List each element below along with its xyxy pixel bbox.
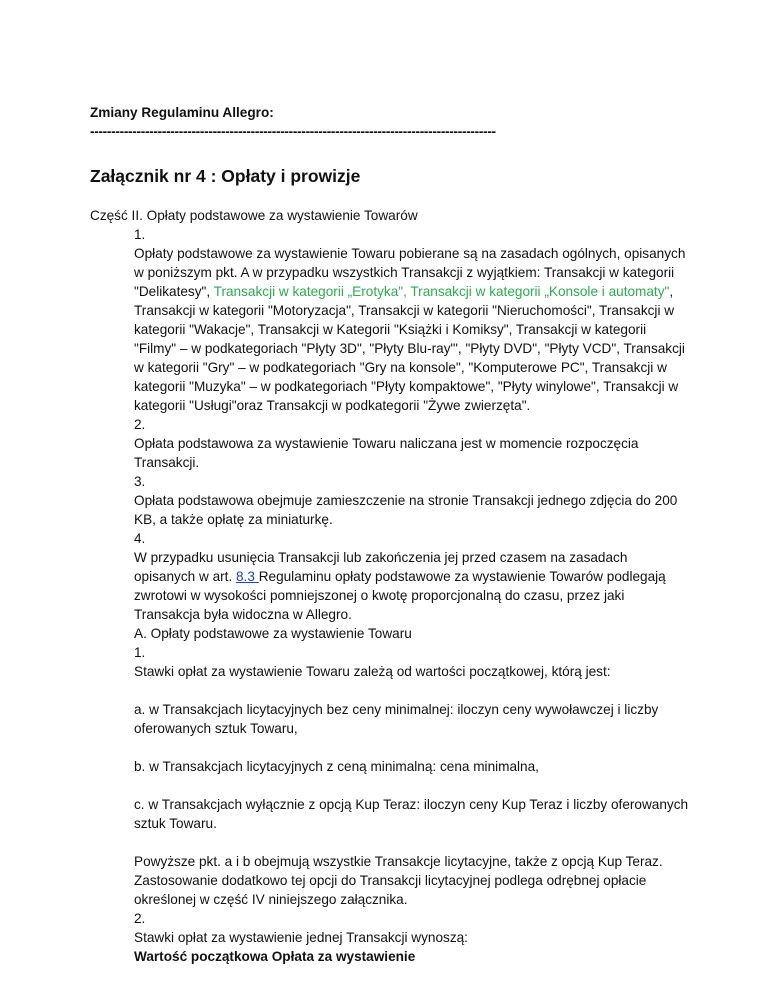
spacer bbox=[134, 833, 690, 852]
spacer bbox=[134, 738, 690, 757]
divider-line: ------------------------------------------------------------------------------------------------ bbox=[90, 124, 496, 139]
option-c: c. w Transakcjach wyłącznie z opcją Kup Teraz: iloczyn ceny Kup Teraz i liczby oferowanych sztuk Towaru. bbox=[134, 797, 689, 831]
paragraph-1 bbox=[134, 244, 690, 415]
item-number: 2. bbox=[134, 911, 146, 926]
item-number: 1. bbox=[134, 227, 146, 242]
paragraph-3: Opłata podstawowa obejmuje zamieszczenie na stronie Transakcji jednego zdjęcia do 200 KB, a także opłatę za miniaturkę. bbox=[134, 493, 678, 527]
paragraph-4 bbox=[134, 548, 690, 624]
spacer bbox=[134, 776, 690, 795]
paragraph-4-text-a: W przypadku usunięcia Transakcji lub zakończenia jej przed czasem na zasadach opisanych w art. bbox=[134, 550, 628, 584]
document-page bbox=[90, 103, 690, 966]
section-a-point-1: Stawki opłat za wystawienie Towaru zależą od wartości początkowej, którą jest: bbox=[134, 664, 611, 679]
paragraph-2: Opłata podstawowa za wystawienie Towaru naliczana jest w momencie rozpoczęcia Transakcji. bbox=[134, 436, 639, 470]
part-title: Część II. Opłaty podstawowe za wystawienie Towarów bbox=[90, 208, 418, 223]
section-a-title: A. Opłaty podstawowe za wystawienie Towaru bbox=[134, 626, 412, 641]
item-number: 2. bbox=[134, 417, 146, 432]
regulation-link[interactable]: 8.3 bbox=[236, 569, 259, 584]
option-b: b. w Transakcjach licytacyjnych z ceną minimalną: cena minimalna, bbox=[134, 759, 539, 774]
paragraph-1-text-b: , Transakcji w kategorii "Motoryzacja", Transakcji w kategorii "Nieruchomości", Transakcji w kategorii "Wakacje", Transakcji w Kategorii "Książki i Komiksy", Transakcji w kategorii "Filmy" – w podkategoriach "Płyty 3D", "Płyty Blu-ray"', "Płyty DVD", "Płyty VCD", Transakcji w kategorii "Gry" – w podkategoriach "Gry na konsole", "Komputerowe PC", Transakcji w kategorii "Muzyka" – w podkategoriach "Płyty kompaktowe", "Płyty winylowe", Transakcji w kategorii "Usługi"oraz Transakcji w podkategorii "Żywe zwierzęta". bbox=[134, 284, 685, 413]
note-paragraph: Powyższe pkt. a i b obejmują wszystkie Transakcje licytacyjne, także z opcją Kup Teraz. Zastosowanie dodatkowo tej opcji do Transakcji licytacyjnej podlega odrębnej opłacie określonej w część IV niniejszego załącznika. bbox=[134, 854, 663, 907]
paragraph-4-text-b: Regulaminu opłaty podstawowe za wystawienie Towarów podlegają zwrotowi w wysokości pomniejszonej o kwotę proporcjonalną do czasu, przez jaki Transakcja była widoczna w Allegro. bbox=[134, 569, 666, 622]
item-number: 3. bbox=[134, 474, 146, 489]
spacer bbox=[134, 681, 690, 700]
document-title: Zmiany Regulaminu Allegro: bbox=[90, 105, 274, 120]
paragraph-1-highlight: Transakcji w kategorii „Erotyka", Transakcji w kategorii „Konsole i automaty" bbox=[213, 284, 670, 299]
option-a: a. w Transakcjach licytacyjnych bez ceny minimalnej: iloczyn ceny wywoławczej i liczby oferowanych sztuk Towaru, bbox=[134, 702, 659, 736]
attachment-heading: Załącznik nr 4 : Opłaty i prowizje bbox=[90, 166, 361, 186]
section-body bbox=[134, 225, 690, 966]
section-a-point-2: Stawki opłat za wystawienie jednej Transakcji wynoszą: bbox=[134, 930, 468, 945]
fee-table-header: Wartość początkowa Opłata za wystawienie bbox=[134, 949, 416, 964]
item-number: 4. bbox=[134, 531, 146, 546]
item-number: 1. bbox=[134, 645, 146, 660]
paragraph-1-text-a: Opłaty podstawowe za wystawienie Towaru pobierane są na zasadach ogólnych, opisanych w poniższym pkt. A w przypadku wszystkich Transakcji z wyjątkiem: Transakcji w kategorii "Delikatesy", bbox=[134, 246, 686, 299]
